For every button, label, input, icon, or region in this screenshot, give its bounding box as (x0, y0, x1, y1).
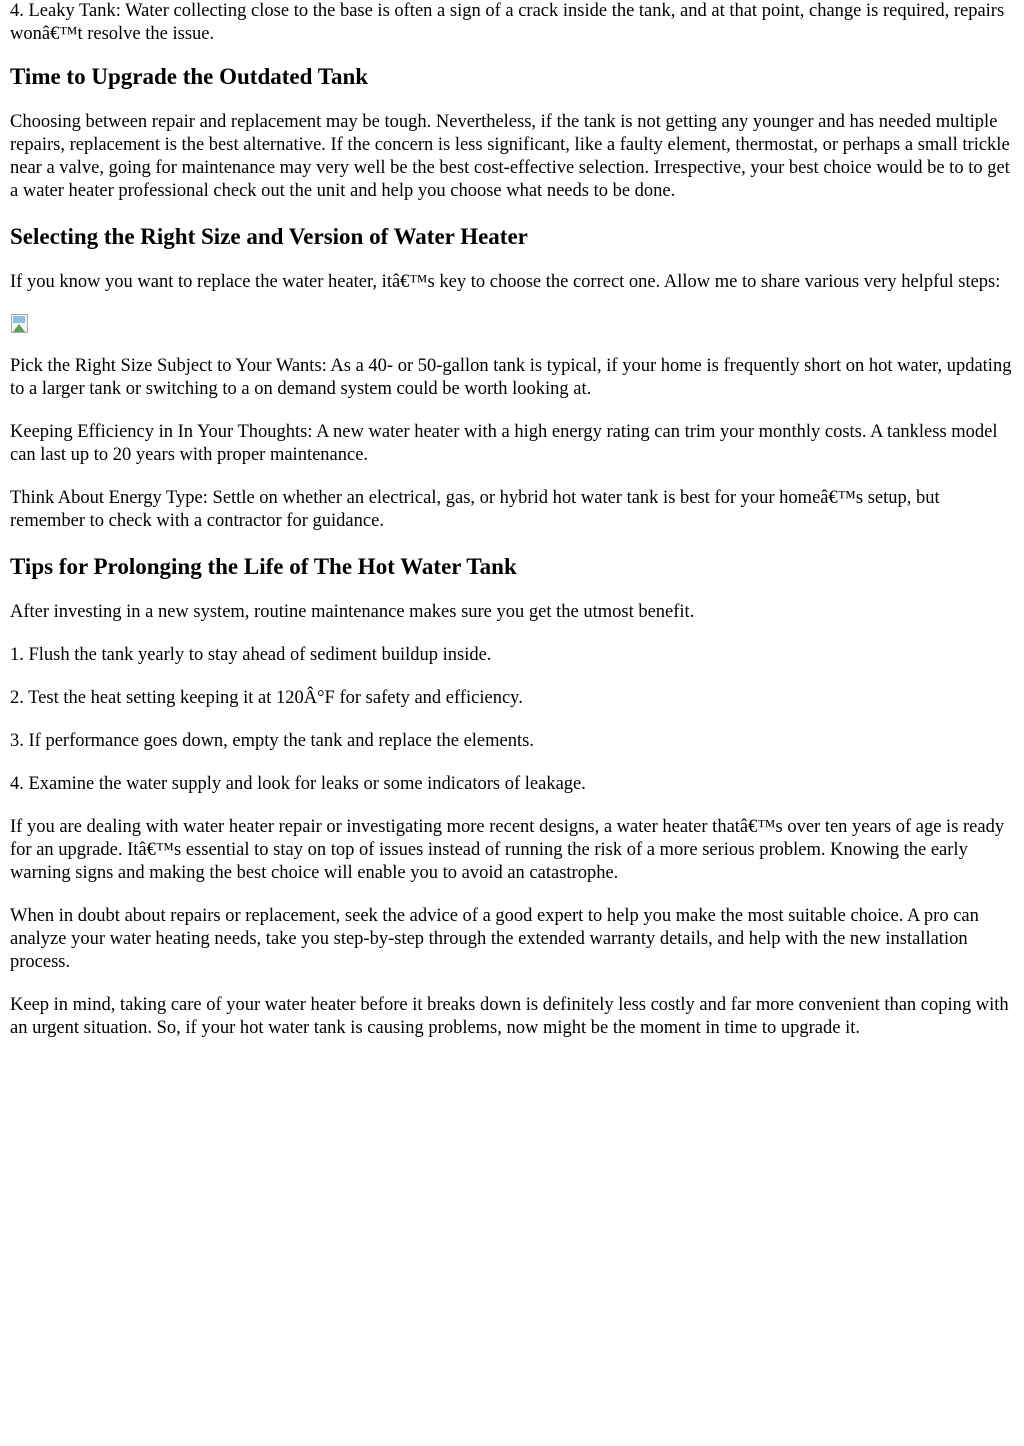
paragraph-seek-expert: When in doubt about repairs or replacement, seek the advice of a good expert to help you make the most suitable choice. A pro can analyze your water heating needs, take you step-by-step through the extended warranty details, and help with the new installation process. (10, 906, 979, 972)
article-page (10, 0, 1014, 1040)
heading-upgrade-outdated-tank: Time to Upgrade the Outdated Tank (10, 64, 369, 89)
paragraph-right-size: Pick the Right Size Subject to Your Wants: As a 40- or 50-gallon tank is typical, if your home is frequently short on hot water, updating to a larger tank or switching to a on demand system could be worth looking at. (10, 356, 1012, 399)
paragraph-leaky-tank: 4. Leaky Tank: Water collecting close to the base is often a sign of a crack inside the tank, and at that point, change is required, repairs wonâ€™t resolve the issue. (10, 1, 1005, 44)
paragraph-maintenance-intro: After investing in a new system, routine maintenance makes sure you get the utmost benefit. (10, 602, 695, 622)
tip-item: 4. Examine the water supply and look for leaks or some indicators of leakage. (10, 774, 586, 794)
paragraph-ten-years: If you are dealing with water heater repair or investigating more recent designs, a water heater thatâ€™s over ten years of age is ready for an upgrade. Itâ€™s essential to stay on top of issues instead of running the risk of a more serious problem. Knowing the early warning signs and making the best choice will enable you to avoid an catastrophe. (10, 817, 1005, 883)
paragraph-keep-in-mind: Keep in mind, taking care of your water heater before it breaks down is definitely less costly and far more convenient than coping with an urgent situation. So, if your hot water tank is causing problems, now might be the moment in time to upgrade it. (10, 995, 1009, 1038)
tip-item: 2. Test the heat setting keeping it at 120Â°F for safety and efficiency. (10, 688, 523, 708)
broken-image-icon (10, 314, 31, 335)
tip-item: 3. If performance goes down, empty the tank and replace the elements. (10, 731, 534, 751)
heading-selecting-right-size: Selecting the Right Size and Version of Water Heater (10, 224, 528, 249)
heading-tips-prolonging-life: Tips for Prolonging the Life of The Hot Water Tank (10, 554, 517, 579)
paragraph-efficiency: Keeping Efficiency in In Your Thoughts: A new water heater with a high energy rating can trim your monthly costs. A tankless model can last up to 20 years with proper maintenance. (10, 422, 998, 465)
tip-item: 1. Flush the tank yearly to stay ahead of sediment buildup inside. (10, 645, 492, 665)
paragraph-repair-vs-replace: Choosing between repair and replacement may be tough. Nevertheless, if the tank is not getting any younger and has needed multiple repairs, replacement is the best alternative. If the concern is less significant, like a faulty element, thermostat, or perhaps a small trickle near a valve, going for maintenance may very well be the best cost-effective selection. Irrespective, your best choice would be to to get a water heater professional check out the unit and help you choose what needs to be done. (10, 112, 1010, 201)
paragraph-energy-type: Think About Energy Type: Settle on whether an electrical, gas, or hybrid hot water tank is best for your homeâ€™s setup, but remember to check with a contractor for guidance. (10, 488, 940, 531)
paragraph-choose-correct: If you know you want to replace the water heater, itâ€™s key to choose the correct one. Allow me to share various very helpful steps: (10, 272, 1001, 292)
